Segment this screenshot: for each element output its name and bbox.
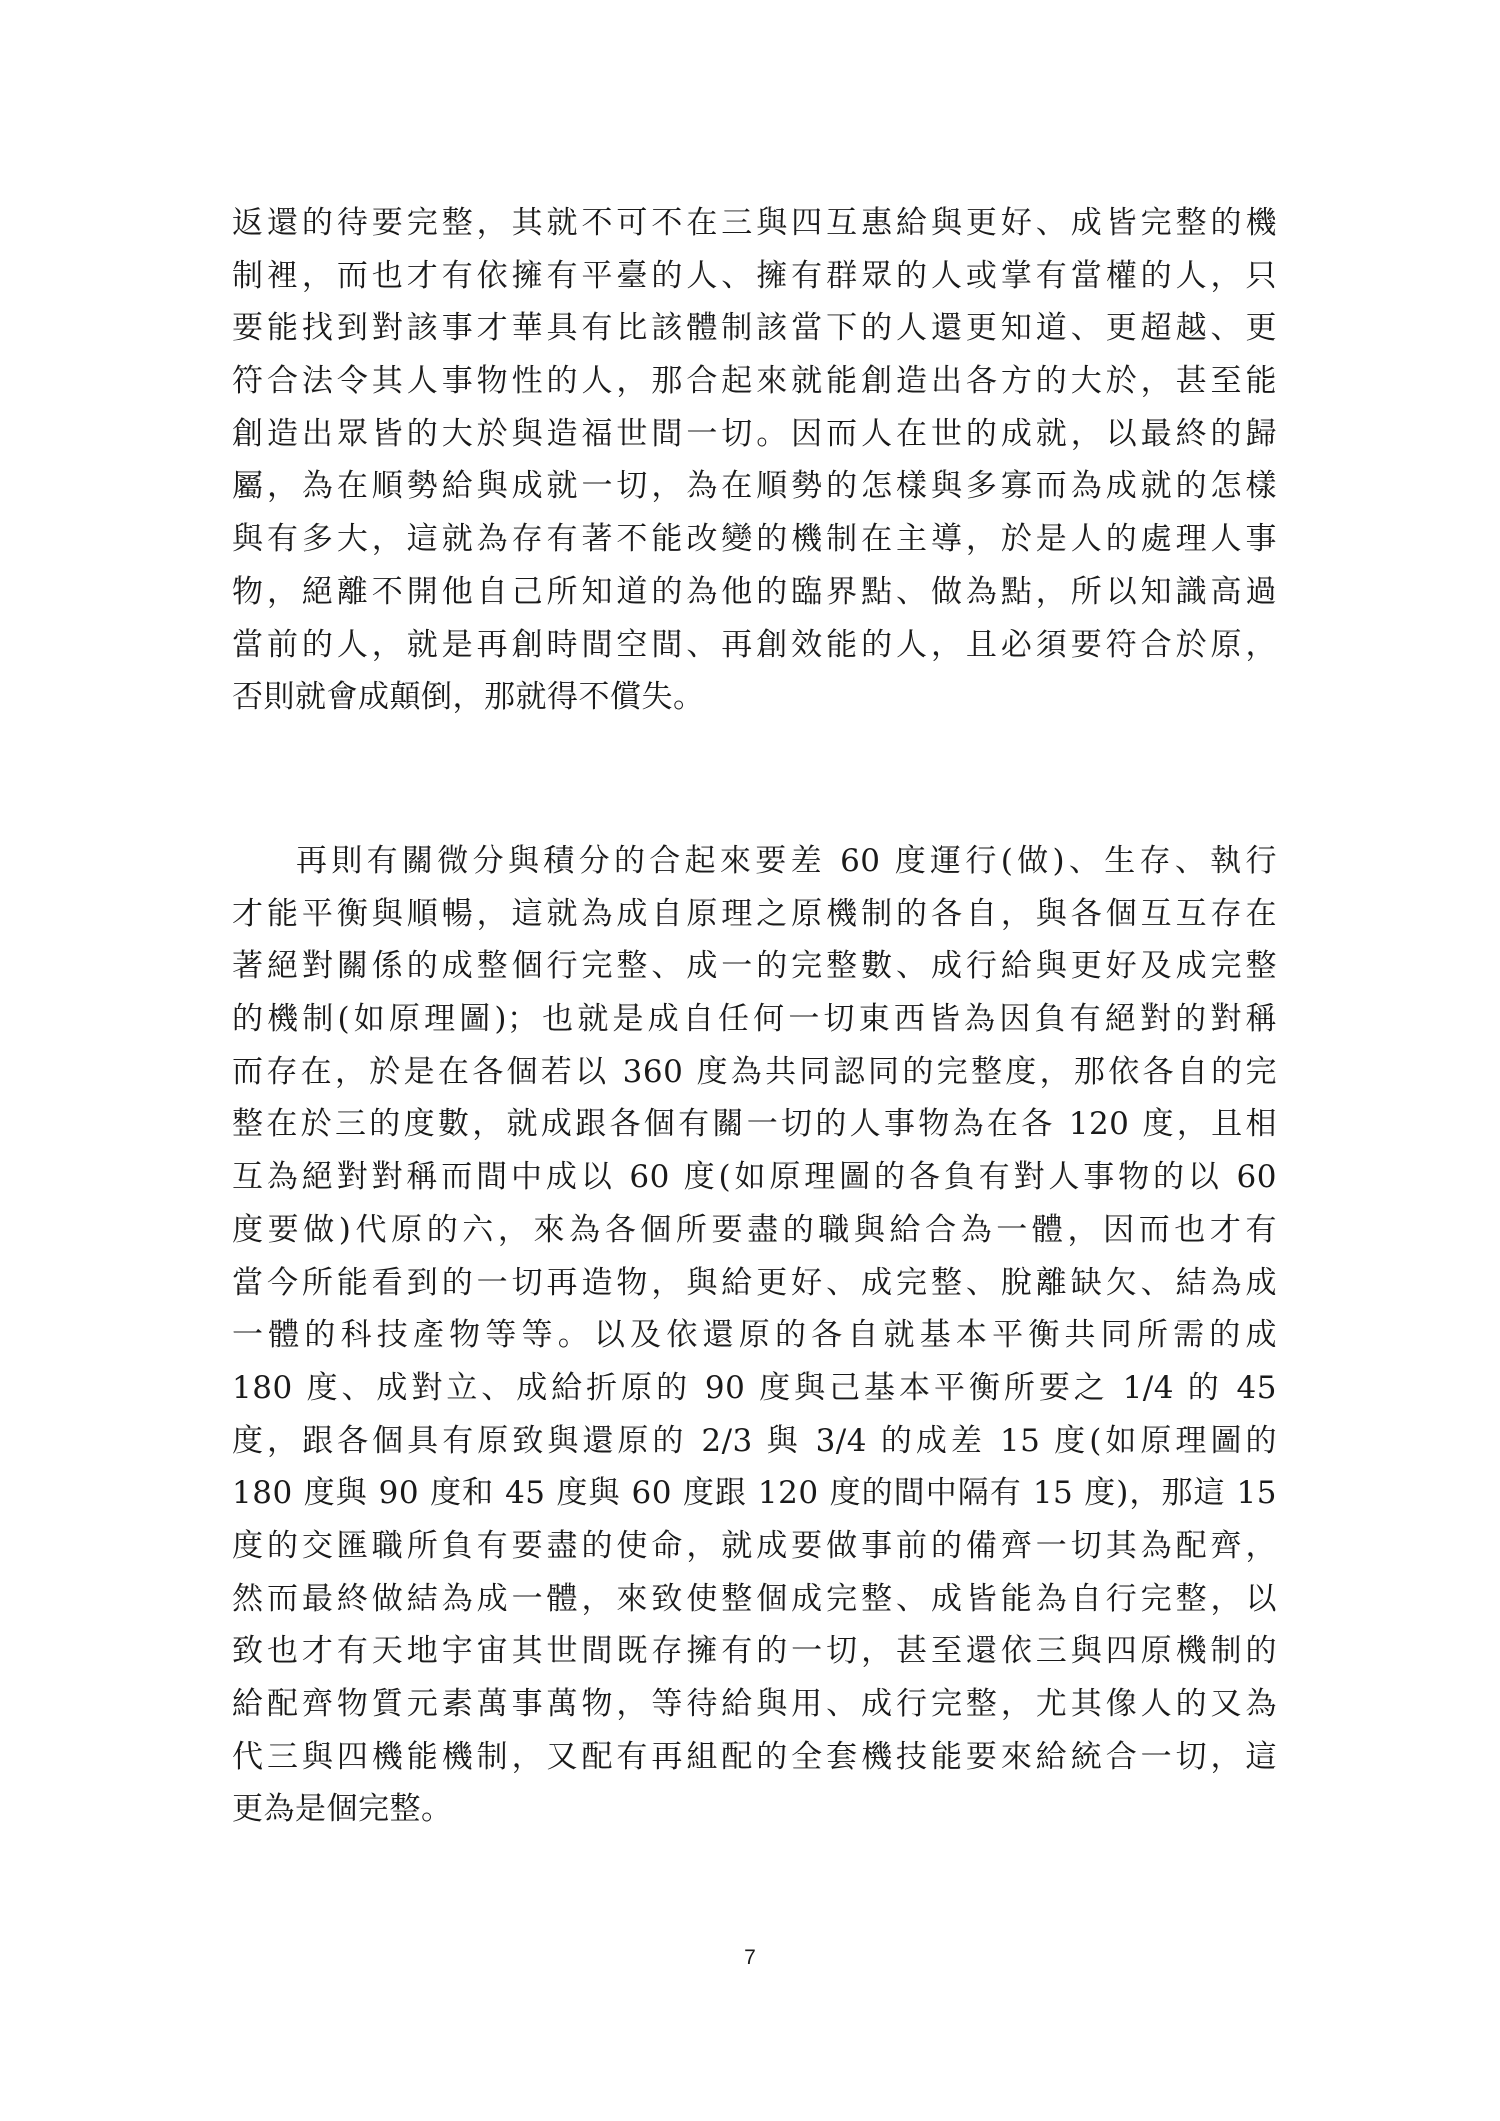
paragraph-line: 屬，為在順勢給與成就一切，為在順勢的怎樣與多寡而為成就的怎樣 xyxy=(232,468,1277,505)
paragraph-2 xyxy=(232,835,1277,1836)
paragraph-line: 一體的科技產物等等。以及依還原的各自就基本平衡共同所需的成 xyxy=(232,1317,1277,1354)
paragraph-line: 當前的人，就是再創時間空間、再創效能的人，且必須要符合於原， xyxy=(232,626,1277,663)
paragraph-line: 創造出眾皆的大於與造福世間一切。因而人在世的成就，以最終的歸 xyxy=(232,415,1277,452)
paragraph-line: 符合法令其人事物性的人，那合起來就能創造出各方的大於，甚至能 xyxy=(232,363,1277,400)
page-number: 7 xyxy=(744,1946,756,1969)
paragraph-line: 制裡，而也才有依擁有平臺的人、擁有群眾的人或掌有當權的人，只 xyxy=(232,257,1277,294)
paragraph-line: 度，跟各個具有原致與還原的 2/3 與 3/4 的成差 15 度(如原理圖的 xyxy=(232,1422,1277,1459)
paragraph-line: 當今所能看到的一切再造物，與給更好、成完整、脫離缺欠、結為成 xyxy=(232,1264,1277,1301)
paragraph-line: 度要做)代原的六，來為各個所要盡的職與給合為一體，因而也才有 xyxy=(232,1211,1277,1248)
paragraph-1 xyxy=(232,197,1277,724)
paragraph-line: 致也才有天地宇宙其世間既存擁有的一切，甚至還依三與四原機制的 xyxy=(232,1633,1277,1670)
paragraph-line: 再則有關微分與積分的合起來要差 60 度運行(做)、生存、執行 xyxy=(296,843,1277,879)
paragraph-line: 整在於三的度數，就成跟各個有關一切的人事物為在各 120 度，且相 xyxy=(232,1106,1277,1143)
paragraph-line: 互為絕對對稱而間中成以 60 度(如原理圖的各負有對人事物的以 60 xyxy=(232,1159,1277,1196)
paragraph-line: 度的交匯職所負有要盡的使命，就成要做事前的備齊一切其為配齊， xyxy=(232,1527,1277,1564)
paragraph-line: 180 度、成對立、成給折原的 90 度與己基本平衡所要之 1/4 的 45 xyxy=(232,1369,1277,1406)
paragraph-line: 否則就會成顛倒，那就得不償失。 xyxy=(232,679,705,716)
paragraph-line: 的機制(如原理圖)；也就是成自任何一切東西皆為因負有絕對的對稱 xyxy=(232,1001,1277,1038)
paragraph-line: 代三與四機能機制，又配有再組配的全套機技能要來給統合一切，這 xyxy=(232,1738,1277,1775)
paragraph-line: 才能平衡與順暢，這就為成自原理之原機制的各自，與各個互互存在 xyxy=(232,895,1277,932)
paragraph-line: 要能找到對該事才華具有比該體制該當下的人還更知道、更超越、更 xyxy=(232,310,1277,347)
paragraph-line: 給配齊物質元素萬事萬物，等待給與用、成行完整，尤其像人的又為 xyxy=(232,1686,1277,1722)
paragraph-line: 180 度與 90 度和 45 度與 60 度跟 120 度的間中隔有 15 度)，那這 15 xyxy=(232,1475,1277,1512)
paragraph-line: 更為是個完整。 xyxy=(232,1791,453,1828)
paragraph-line: 然而最終做結為成一體，來致使整個成完整、成皆能為自行完整，以 xyxy=(232,1580,1277,1617)
paragraph-line: 而存在，於是在各個若以 360 度為共同認同的完整度，那依各自的完 xyxy=(232,1053,1277,1090)
paragraph-line: 返還的待要完整，其就不可不在三與四互惠給與更好、成皆完整的機 xyxy=(232,205,1277,241)
paragraph-line: 物，絕離不開他自己所知道的為他的臨界點、做為點，所以知識高過 xyxy=(232,573,1277,610)
paragraph-line: 與有多大，這就為存有著不能改變的機制在主導，於是人的處理人事 xyxy=(232,521,1277,558)
paragraph-line: 著絕對關係的成整個行完整、成一的完整數、成行給與更好及成完整 xyxy=(232,948,1277,985)
